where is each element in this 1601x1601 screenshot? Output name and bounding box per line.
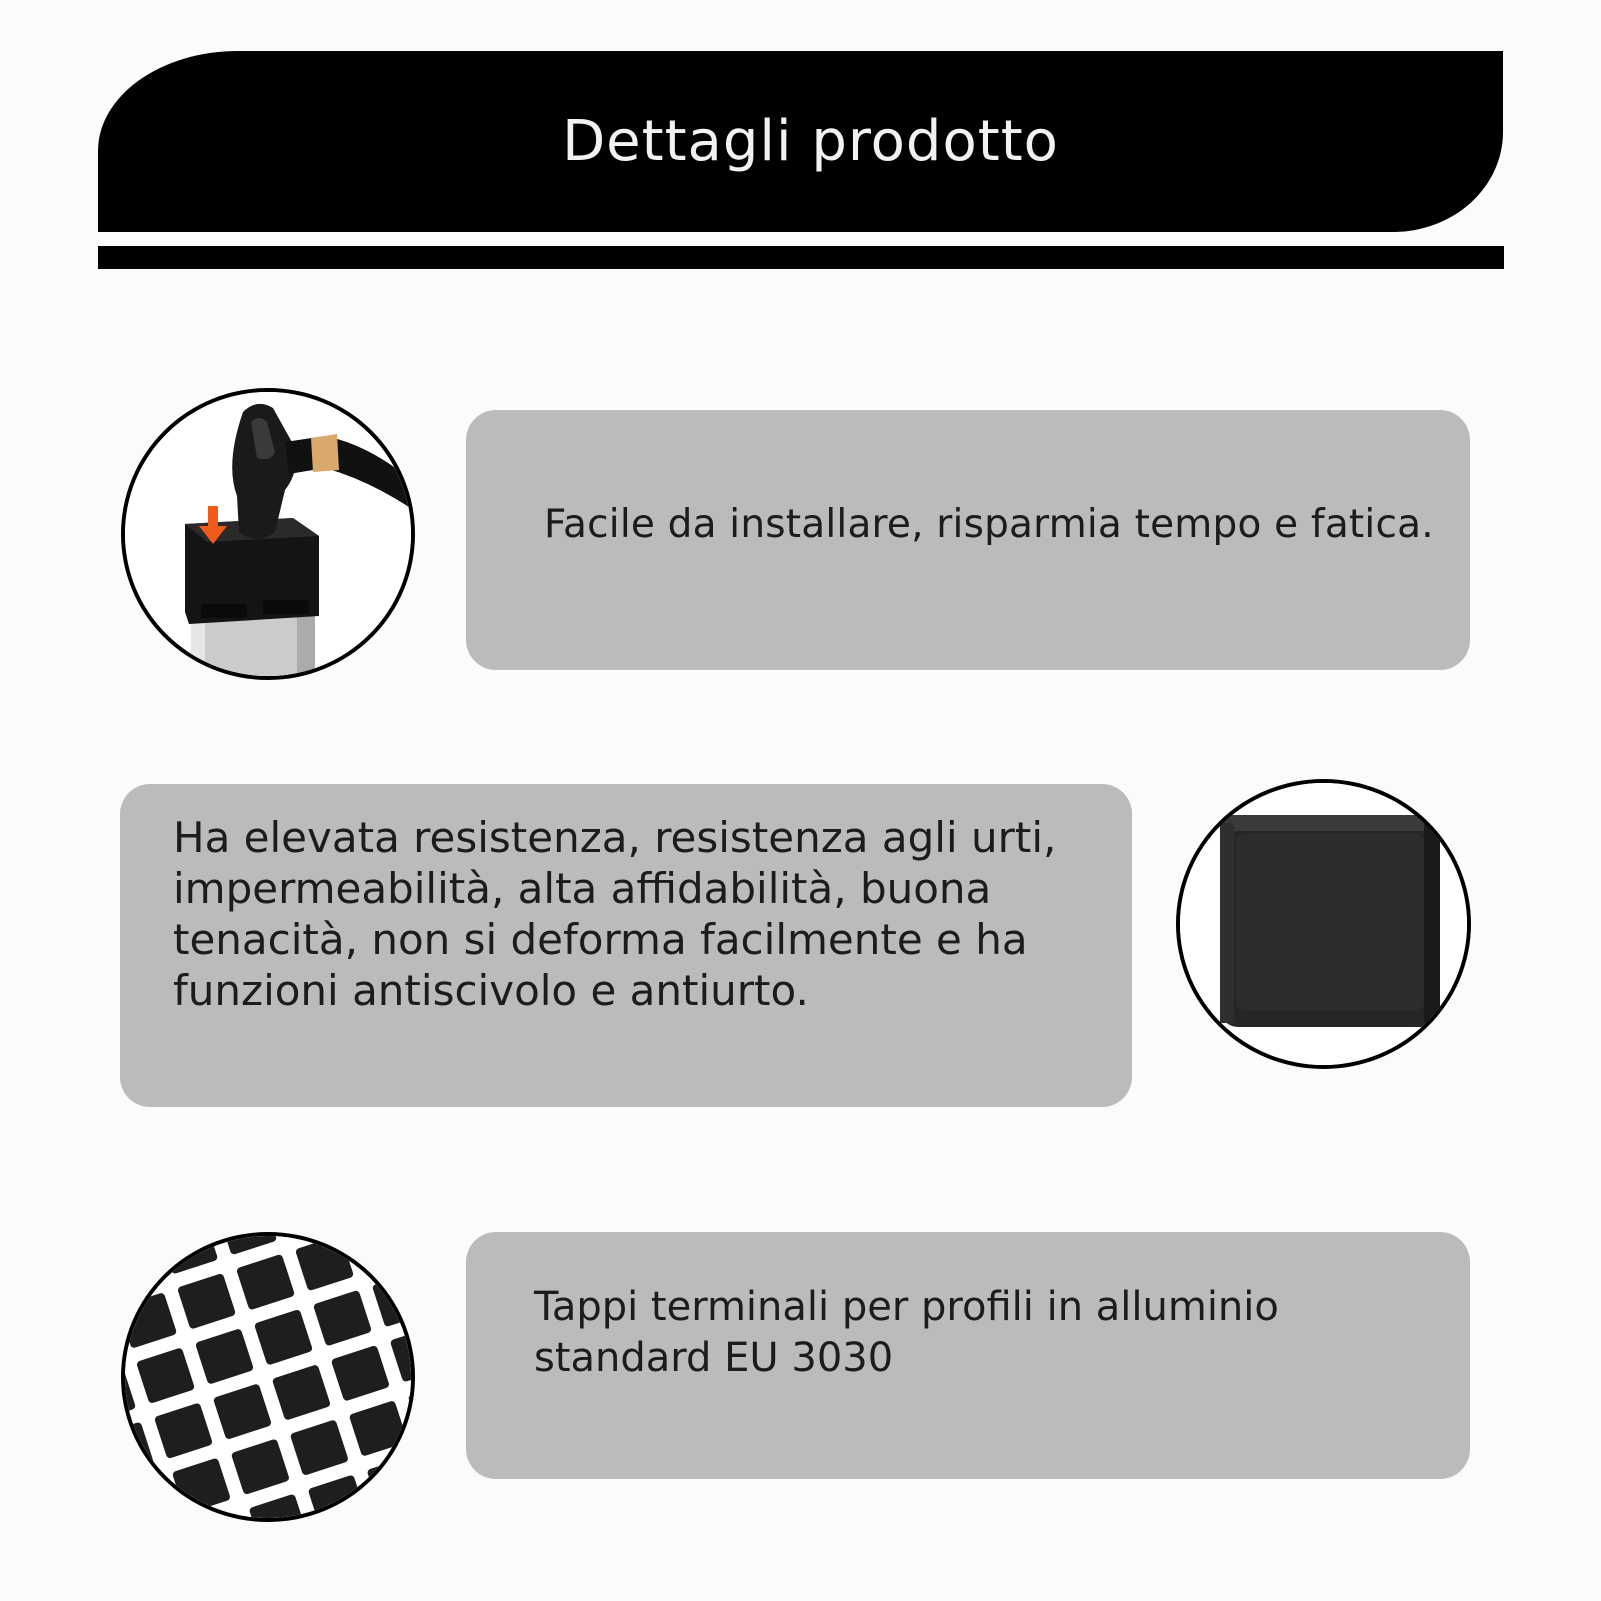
- feature-panel-resistance: [120, 784, 1132, 1107]
- page-title: Dettagli prodotto: [562, 109, 1059, 174]
- feature-panel-installation: [466, 410, 1470, 670]
- header-banner: [98, 51, 1503, 232]
- end-cap-grid-illustration: [125, 1236, 411, 1518]
- feature-panel-compatibility: [466, 1232, 1470, 1479]
- end-cap-illustration: [1180, 783, 1467, 1065]
- end-cap-icon: [1176, 779, 1471, 1069]
- end-cap-grid-icon: [121, 1232, 415, 1522]
- header-divider: [98, 246, 1504, 269]
- feature-text: Ha elevata resistenza, resistenza agli urti, impermeabilità, alta affidabilità, buona tenacità, non si deforma facilmente e ha funzioni antiscivolo e antiurto.: [173, 813, 1057, 1015]
- hammer-icon: [121, 388, 415, 680]
- feature-text: Facile da installare, risparmia tempo e fatica.: [544, 502, 1434, 547]
- hammer-install-illustration: [125, 392, 411, 676]
- feature-text: Tappi terminali per profili in alluminio standard EU 3030: [534, 1284, 1279, 1381]
